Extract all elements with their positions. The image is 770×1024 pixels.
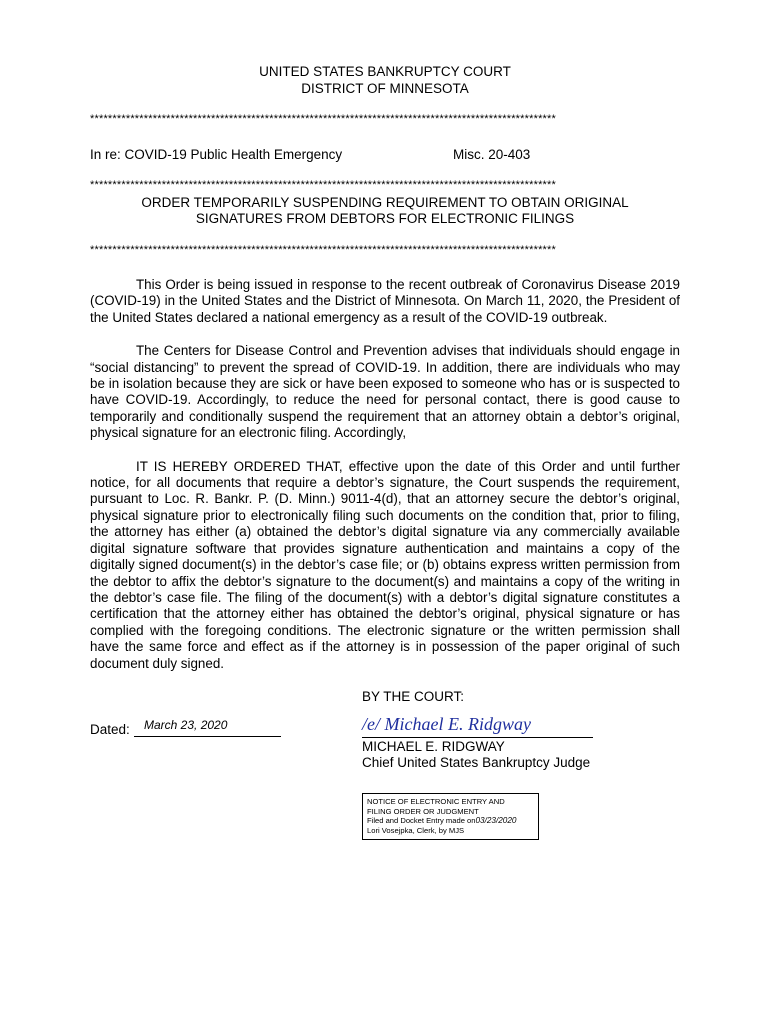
notice-line-1: NOTICE OF ELECTRONIC ENTRY AND: [367, 797, 505, 806]
court-name: UNITED STATES BANKRUPTCY COURT: [259, 64, 511, 79]
electronic-signature: /e/ Michael E. Ridgway: [362, 714, 531, 734]
judge-title: Chief United States Bankruptcy Judge: [362, 755, 591, 770]
date-line: [134, 720, 281, 737]
signature-line: [362, 716, 593, 738]
separator-3: ********************************************************************************************************: [90, 245, 556, 256]
notice-entry-date: 03/23/2020: [475, 816, 517, 825]
order-body: [90, 277, 680, 672]
paragraph-1: This Order is being issued in response to the recent outbreak of Coronavirus Disease 2019 (COVID-19) in the United States and the District of Minnesota. On March 11, 2020, the President of the United States declared a national emergency as a result of the COVID-19 outbreak.: [90, 277, 680, 325]
notice-line-2: FILING ORDER OR JUDGMENT: [367, 806, 479, 816]
case-number: Misc. 20-403: [453, 147, 531, 162]
notice-line-3: [367, 816, 534, 826]
by-the-court: BY THE COURT:: [362, 689, 465, 704]
dated-label: Dated:: [90, 722, 130, 737]
notice-filed-prefix: Filed and Docket Entry made on: [367, 816, 476, 825]
notice-line-4: Lori Vosejpka, Clerk, by MJS: [367, 825, 465, 835]
order-title-line-1: ORDER TEMPORARILY SUSPENDING REQUIREMENT TO OBTAIN ORIGINAL: [141, 195, 629, 210]
separator-2: ********************************************************************************************************: [90, 180, 556, 191]
notice-of-electronic-entry: [362, 793, 539, 840]
paragraph-3: IT IS HEREBY ORDERED THAT, effective upon the date of this Order and until further notice, for all documents that require a debtor’s signature, the Court suspends the requirement, pursuant to Loc. R. Bankr. P. (D. Minn.) 9011-4(d), that an attorney secure the debtor’s original, physical signature prior to electronically filing such documents on the condition that, prior to filing, the attorney has either (a) obtained the debtor’s digital signature via any commercially available digital signature software that provides signature authentication and maintains a copy of the digitally signed document(s) in the debtor’s case file; or (b) obtains express written permission from the debtor to affix the debtor’s signature to the document(s) and maintains a copy of the writing in the debtor’s case file. The filing of the document(s) with a debtor’s digital signature constitutes a certification that the attorney either has obtained the debtor’s original, physical signature or has complied with the foregoing conditions. The electronic signature or the written permission shall have the same force and effect as if the attorney is in possession of the paper original of such document duly signed.: [90, 458, 680, 671]
district-name: DISTRICT OF MINNESOTA: [301, 81, 469, 96]
judge-name: MICHAEL E. RIDGWAY: [362, 739, 505, 754]
order-title-line-2: SIGNATURES FROM DEBTORS FOR ELECTRONIC FILINGS: [195, 211, 575, 226]
paragraph-2: The Centers for Disease Control and Prevention advises that individuals should engage in “social distancing” to prevent the spread of COVID-19. In addition, there are individuals who may be in isolation because they are sick or have been exposed to someone who has or is suspected to have COVID-19. Accordingly, to reduce the need for personal contact, there is good cause to temporarily and conditionally suspend the requirement that an attorney obtain a debtor’s original, physical signature for an electronic filing. Accordingly,: [90, 343, 680, 441]
case-caption: In re: COVID-19 Public Health Emergency: [90, 147, 343, 162]
order-date: March 23, 2020: [144, 718, 228, 732]
separator-1: ********************************************************************************************************: [90, 114, 556, 125]
